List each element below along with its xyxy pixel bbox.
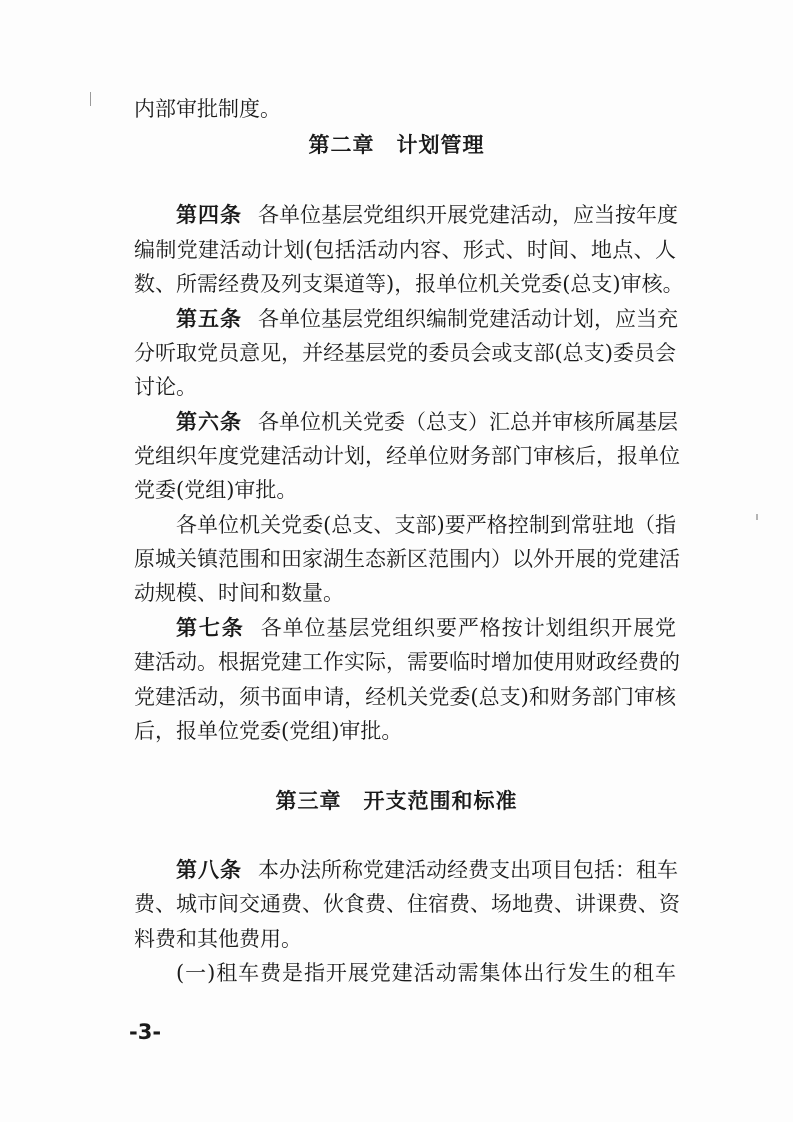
article-6-para-2-line-2: 原城关镇范围和田家湖生态新区范围内）以外开展的党建活 <box>134 547 680 571</box>
continued-text-line: 内部审批制度。 <box>134 97 281 121</box>
chapter-3-heading: 第三章 开支范围和标准 <box>275 789 518 813</box>
article-6-line-3: 党委(党组)审批。 <box>134 478 298 502</box>
article-6-para-2-line-1: 各单位机关党委(总支、支部)要严格控制到常驻地（指 <box>176 513 676 537</box>
article-6-line-2: 党组织年度党建活动计划，经单位财务部门审核后，报单位 <box>134 444 680 468</box>
article-7-line-1 <box>176 614 676 642</box>
chapter-2-heading: 第二章 计划管理 <box>308 133 485 157</box>
article-8-label: 第八条 <box>176 857 242 882</box>
article-8-item-1-line-1: (一)租车费是指开展党建活动需集体出行发生的租车 <box>176 961 676 985</box>
page-number: -3- <box>129 1020 162 1044</box>
article-7-text-1: 各单位基层党组织要严格按计划组织开展党 <box>260 616 677 640</box>
article-4-line-1 <box>176 201 676 229</box>
article-4-line-2: 编制党建活动计划(包括活动内容、形式、时间、地点、人 <box>134 238 676 262</box>
scan-speck <box>756 514 758 520</box>
binding-mark <box>90 92 91 106</box>
article-8-line-3: 料费和其他费用。 <box>134 927 302 951</box>
article-5-line-2: 分听取党员意见，并经基层党的委员会或支部(总支)委员会 <box>134 341 676 365</box>
article-4-line-3: 数、所需经费及列支渠道等)，报单位机关党委(总支)审核。 <box>134 272 684 296</box>
article-8-line-1 <box>176 856 676 884</box>
article-4-text-1: 各单位基层党组织开展党建活动，应当按年度 <box>258 203 678 227</box>
article-6-label: 第六条 <box>176 409 242 434</box>
article-4-label: 第四条 <box>176 202 242 227</box>
article-8-text-1: 本办法所称党建活动经费支出项目包括：租车 <box>258 858 678 882</box>
article-5-text-1: 各单位基层党组织编制党建活动计划，应当充 <box>258 307 678 331</box>
article-7-line-2: 建活动。根据党建工作实际，需要临时增加使用财政经费的 <box>134 650 680 674</box>
article-6-line-1 <box>176 408 676 436</box>
article-7-line-3: 党建活动，须书面申请，经机关党委(总支)和财务部门审核 <box>134 685 676 709</box>
article-8-line-2: 费、城市间交通费、伙食费、住宿费、场地费、讲课费、资 <box>134 892 680 916</box>
article-5-line-3: 讨论。 <box>134 375 197 399</box>
article-6-text-1: 各单位机关党委（总支）汇总并审核所属基层 <box>258 410 678 434</box>
article-6-para-2-line-3: 动规模、时间和数量。 <box>134 581 344 605</box>
article-7-label: 第七条 <box>176 615 245 640</box>
article-5-line-1 <box>176 305 676 333</box>
article-5-label: 第五条 <box>176 306 242 331</box>
article-7-line-4: 后，报单位党委(党组)审批。 <box>134 719 403 743</box>
